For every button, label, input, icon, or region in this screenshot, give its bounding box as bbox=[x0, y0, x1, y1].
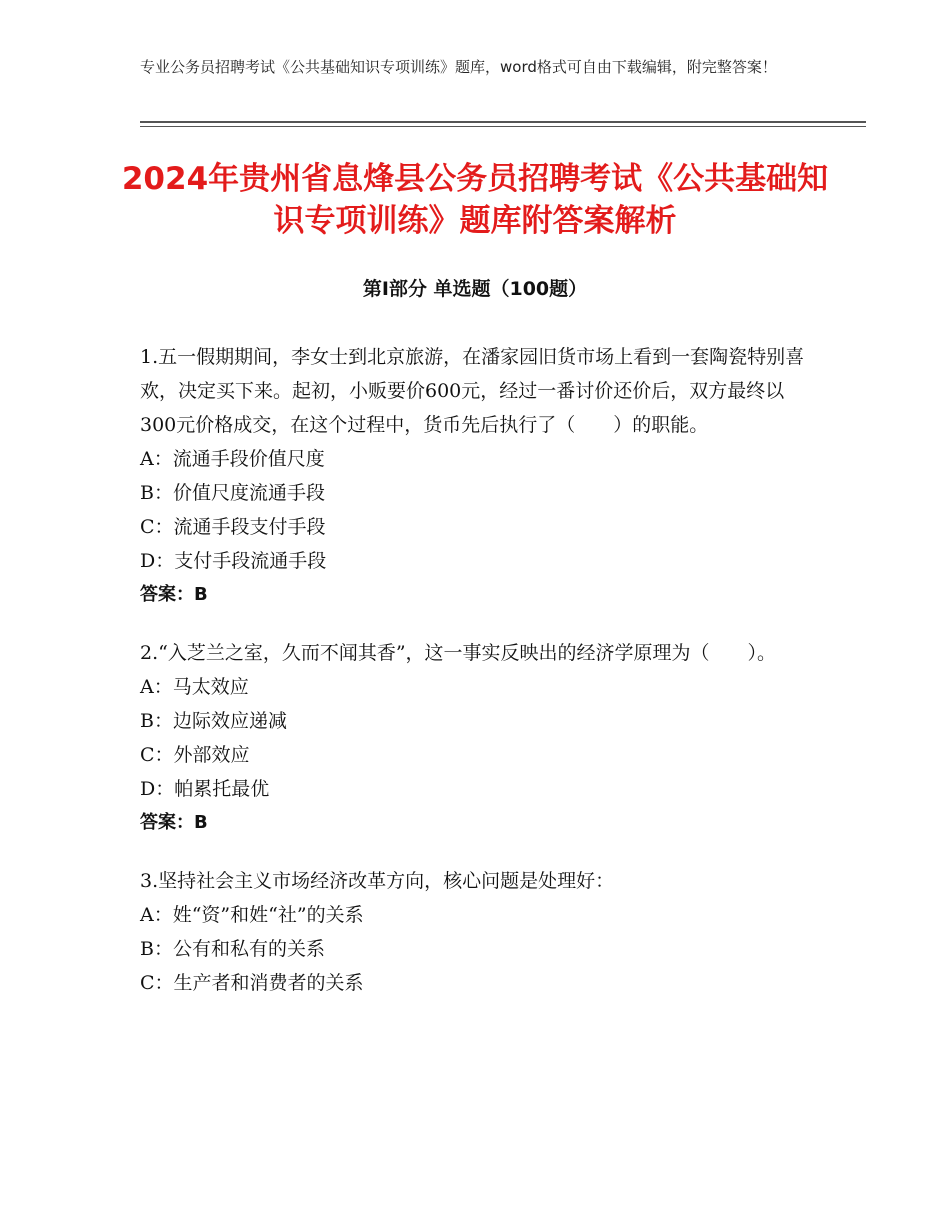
header-divider-thin bbox=[140, 126, 866, 127]
option-c: C：外部效应 bbox=[140, 744, 250, 766]
section-heading: 第Ⅰ部分 单选题（100题） bbox=[362, 278, 588, 300]
question-3 bbox=[140, 864, 810, 1000]
option-c: C：生产者和消费者的关系 bbox=[140, 972, 364, 994]
option-d: D：支付手段流通手段 bbox=[140, 550, 327, 572]
header-note: 专业公务员招聘考试《公共基础知识专项训练》题库，word格式可自由下载编辑，附完整答案！ bbox=[140, 58, 777, 76]
option-c: C：流通手段支付手段 bbox=[140, 516, 326, 538]
header-divider-thick bbox=[140, 121, 866, 123]
question-stem: 2.“入芝兰之室，久而不闻其香”，这一事实反映出的经济学原理为（ ）。 bbox=[140, 642, 777, 664]
question-stem: 1.五一假期期间，李女士到北京旅游，在潘家园旧货市场上看到一套陶瓷特别喜欢，决定买下来。起初，小贩要价600元，经过一番讨价还价后，双方最终以300元价格成交，在这个过程中，货币先后执行了（ ）的职能。 bbox=[140, 346, 805, 436]
question-stem: 3.坚持社会主义市场经济改革方向，核心问题是处理好： bbox=[140, 870, 615, 892]
option-a: A：姓“资”和姓“社”的关系 bbox=[140, 904, 364, 926]
question-list bbox=[140, 340, 810, 1024]
option-b: B：边际效应递减 bbox=[140, 710, 287, 732]
option-a: A：马太效应 bbox=[140, 676, 249, 698]
answer-line: 答案：B bbox=[140, 584, 208, 605]
document-title: 2024年贵州省息烽县公务员招聘考试《公共基础知识专项训练》题库附答案解析 bbox=[121, 161, 829, 239]
question-1 bbox=[140, 340, 810, 612]
option-d: D：帕累托最优 bbox=[140, 778, 270, 800]
answer-line: 答案：B bbox=[140, 812, 208, 833]
option-a: A：流通手段价值尺度 bbox=[140, 448, 325, 470]
question-2 bbox=[140, 636, 810, 840]
option-b: B：价值尺度流通手段 bbox=[140, 482, 325, 504]
option-b: B：公有和私有的关系 bbox=[140, 938, 325, 960]
